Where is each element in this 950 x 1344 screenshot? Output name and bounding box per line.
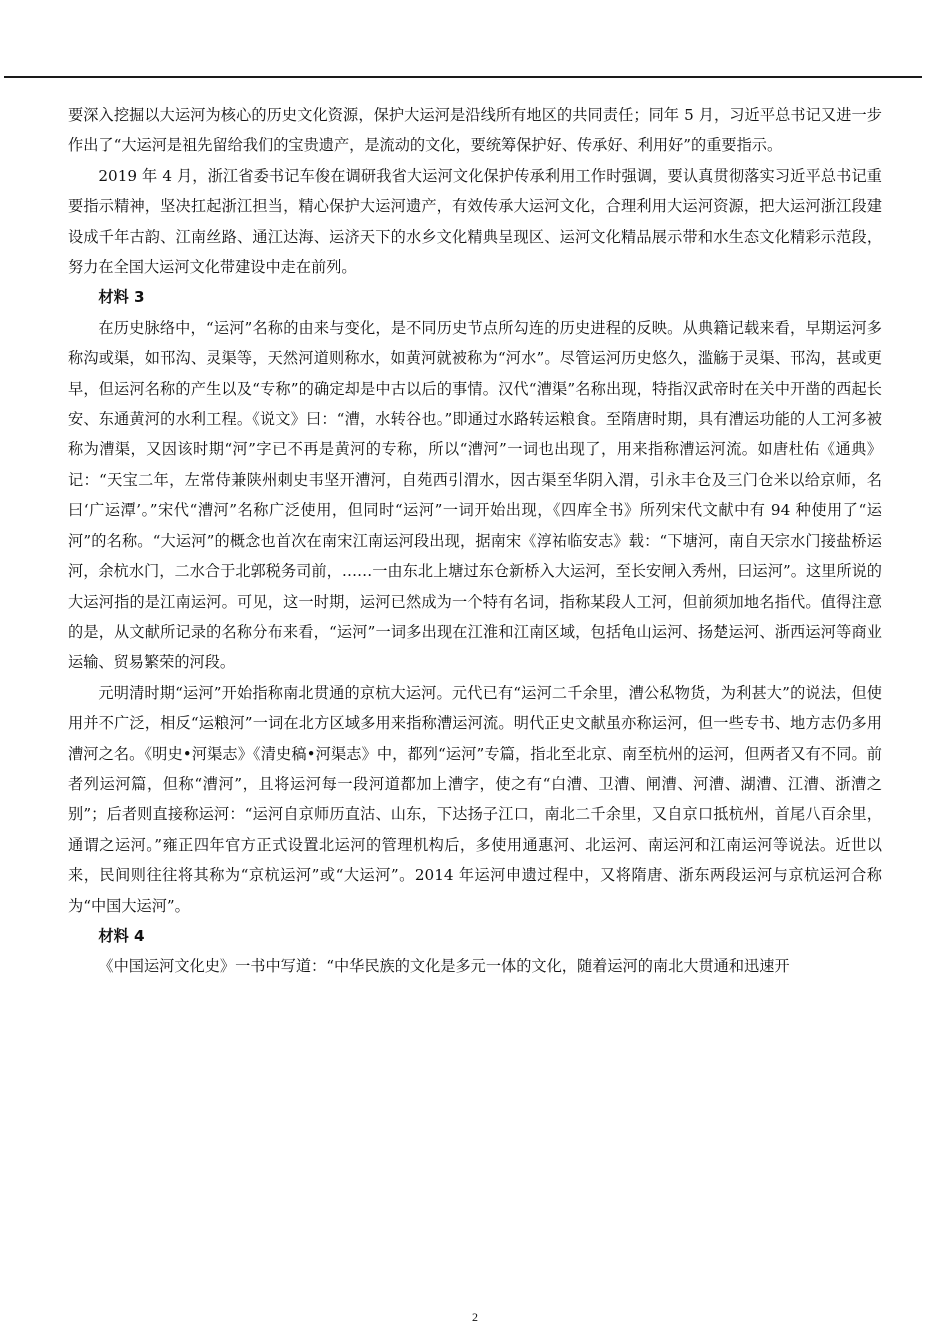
section-heading-material-3: 材料 3 (98, 288, 145, 307)
header-rule (4, 76, 922, 78)
section-heading-material-4: 材料 4 (98, 926, 145, 945)
paragraph-canal-culture-history: 《中国运河文化史》一书中写道：“中华民族的文化是多元一体的文化，随着运河的南北大贯通和迅速开 (98, 957, 790, 976)
document-body (68, 100, 882, 982)
paragraph-continued: 要深入挖掘以大运河为核心的历史文化资源，保护大运河是沿线所有地区的共同责任；同年 5 月，习近平总书记又进一步作出了“大运河是祖先留给我们的宝贵遗产，是流动的文化，要统筹保护好、传承好、利用好”的重要指示。 (68, 106, 882, 155)
paragraph-canal-name-history: 在历史脉络中，“运河”名称的由来与变化，是不同历史节点所勾连的历史进程的反映。从典籍记载来看，早期运河多称沟或渠，如邗沟、灵渠等，天然河道则称水，如黄河就被称为“河水”。尽管运河历史悠久，滥觞于灵渠、邗沟，甚或更早，但运河名称的产生以及“专称”的确定却是中古以后的事情。汉代“漕渠”名称出现，特指汉武帝时在关中开凿的西起长安、东通黄河的水利工程。《说文》曰：“漕，水转谷也。”即通过水路转运粮食。至隋唐时期，具有漕运功能的人工河多被称为漕渠，又因该时期“河”字已不再是黄河的专称，所以“漕河”一词也出现了，用来指称漕运河流。如唐杜佑《通典》记：“天宝二年，左常侍兼陕州刺史韦坚开漕河，自苑西引渭水，因古渠至华阴入渭，引永丰仓及三门仓米以给京师，名曰‘广运潭’。”宋代“漕河”名称广泛使用，但同时“运河”一词开始出现，《四库全书》所列宋代文献中有 94 种使用了“运河”的名称。“大运河”的概念也首次在南宋江南运河段出现，据南宋《淳祐临安志》载：“下塘河，南自天宗水门接盐桥运河，余杭水门，二水合于北郭税务司前，……一由东北上塘过东仓新桥入大运河，至长安闸入秀州，曰运河”。这里所说的大运河指的是江南运河。可见，这一时期，运河已然成为一个特有名词，指称某段人工河，但前须加地名指代。值得注意的是，从文献所记录的名称分布来看，“运河”一词多出现在江淮和江南区域，包括龟山运河、扬楚运河、浙西运河等商业运输、贸易繁荣的河段。 (68, 318, 882, 672)
paragraph-yuan-ming-qing: 元明清时期“运河”开始指称南北贯通的京杭大运河。元代已有“运河二千余里，漕公私物货，为利甚大”的说法，但使用并不广泛，相反“运粮河”一词在北方区域多用来指称漕运河流。明代正史文献虽亦称运河，但一些专书、地方志仍多用漕河之名。《明史•河渠志》《清史稿•河渠志》中，都列“运河”专篇，指北至北京、南至杭州的运河，但两者又有不同。前者列运河篇，但称“漕河”，且将运河每一段河道都加上漕字，使之有“白漕、卫漕、闸漕、河漕、湖漕、江漕、浙漕之别”；后者则直接称运河：“运河自京师历直沽、山东，下达扬子江口，南北二千余里，又自京口抵杭州，首尾八百余里，通谓之运河。”雍正四年官方正式设置北运河的管理机构后，多使用通惠河、北运河、南运河和江南运河等说法。近世以来，民间则往往将其称为“京杭运河”或“大运河”。2014 年运河申遗过程中，又将隋唐、浙东两段运河与京杭运河合称为“中国大运河”。 (68, 683, 882, 915)
page-number: 2 (472, 1310, 478, 1324)
paragraph-zhejiang-2019: 2019 年 4 月，浙江省委书记车俊在调研我省大运河文化保护传承利用工作时强调，要认真贯彻落实习近平总书记重要指示精神，坚决扛起浙江担当，精心保护大运河遗产，有效传承大运河文化，合理利用大运河资源，把大运河浙江段建设成千年古韵、江南丝路、通江达海、运济天下的水乡文化精典呈现区、运河文化精品展示带和水生态文化精彩示范段，努力在全国大运河文化带建设中走在前列。 (68, 166, 882, 277)
